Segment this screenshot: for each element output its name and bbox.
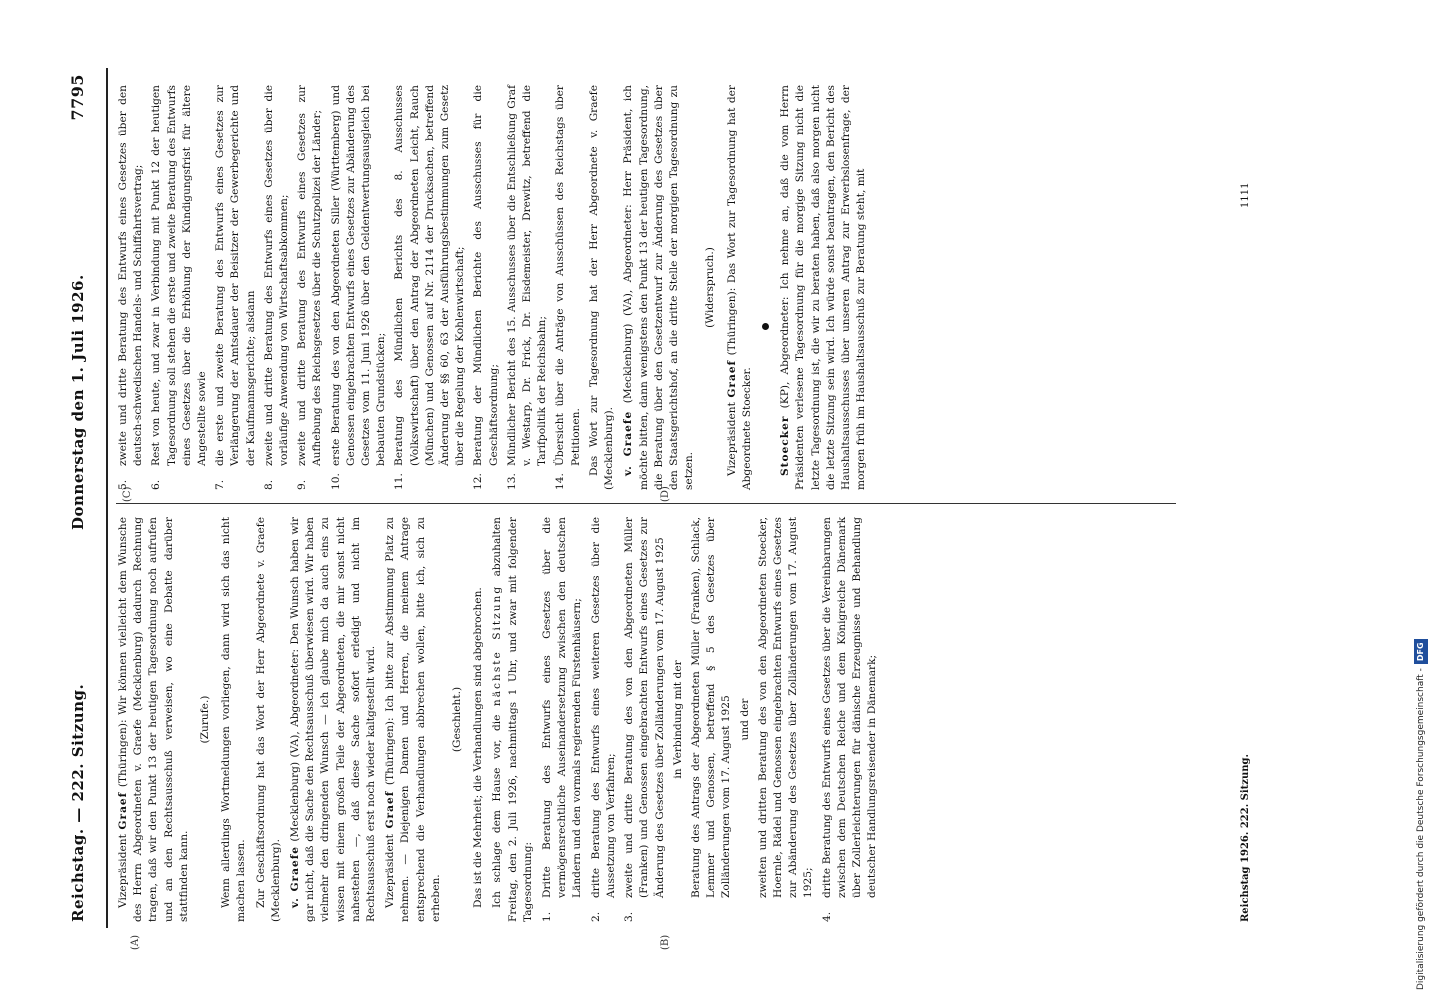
right-running-title: Donnerstag den 1. Juli 1926. (69, 274, 87, 530)
left-running-title: Reichstag. — 222. Sitzung. (69, 683, 87, 922)
margin-mark-a: (A) (130, 934, 141, 950)
page-number: 7795 (68, 74, 87, 121)
paragraph: Vizepräsident Graef (Thüringen): Ich bitte zur Abstimmung Platz zu nehmen. — Diejenigen Damen und Herren, die meinem Antrage entsprechend die Verhandlungen abbrechen wollen, bitte ich, sich zu erheben. (384, 516, 442, 922)
paragraph: Vizepräsident Graef (Thüringen): Das Wort zur Tagesordnung hat der Abgeordnete Stoecker. (725, 85, 753, 490)
agenda-subitem: zweiten und dritten Beratung des von den Abgeordneten Stoecker, Hoernle, Rädel und Genossen eingebrachten Entwurfs eines Gesetzes zur Abänderung des Gesetzes über Zolländerungen vom 17. August 1925; (756, 517, 815, 898)
digitization-text: Digitalisierung gefördert durch die Deutsche Forschungsgemeinschaft - (1416, 668, 1426, 990)
speaker-name: Graef (384, 790, 397, 829)
agenda-item: 9. zweite und dritte Beratung des Entwurfs eines Gesetzes zur Aufhebung des Reichsgesetzes über die Schutzpolizei der Länder; (296, 85, 324, 490)
dfg-logo: DFG (1414, 639, 1428, 664)
agenda-item: 14. Übersicht über die Anträge von Ausschüssen des Reichstags über Petitionen. (554, 85, 582, 490)
agenda-item: 5. zweite und dritte Beratung des Entwurfs eines Gesetzes über den deutsch-schwedischen Handels- und Schiffahrtsvertrag; (117, 85, 145, 490)
paragraph: Zur Geschäftsordnung hat das Wort der Herr Abgeordnete v. Graefe (Mecklenburg). (254, 517, 282, 922)
scanned-page (60, 68, 1300, 950)
paragraph: Ich schlage dem Hause vor, die nächste Sitzung abzuhalten Freitag, den 2. Juli 1926, nachmittags 1 Uhr, und zwar mit folgender Tagesordnung: (491, 517, 534, 922)
agenda-item: 4. dritte Beratung des Entwurfs eines Gesetzes über die Vereinbarungen zwischen dem Deutschen Reiche und dem Königreiche Dänemark über Zollerleichterungen für dänische Erzeugnisse und Behandlung deutscher Handlungsreisender in Dänemark; (820, 517, 879, 922)
right-column (116, 85, 873, 490)
agenda-item: 11. Beratung des Mündlichen Berichts des 8. Ausschusses (Volkswirtschaft) über den Antrag der Abgeordneten Leicht, Rauch (München) und Genossen auf Nr. 2114 der Drucksachen, betreffend Änderung der §§ 60, 63 der Ausführungsbestimmungen zum Gesetz über die Regelung der Kohlenwirtschaft; (393, 85, 467, 490)
margin-mark-d: (D) (660, 486, 671, 502)
agenda-item: 3. zweite und dritte Beratung des von den Abgeordneten Müller (Franken) und Genossen eingebrachten Entwurfs eines Gesetzes zur Änderung des Gesetzes über Zolländerungen vom 17. August 1925 (623, 517, 666, 922)
agenda-item: 8. zweite und dritte Beratung des Entwurfs eines Gesetzes über die vorläufige Anwendung von Wirtschaftsabkommen; (262, 85, 291, 490)
paragraph: Vizepräsident Graef (Thüringen): Wir können vielleicht dem Wunsche des Herrn Abgeordneten v. Graefe (Mecklenburg) dadurch Rechnung tragen, daß wir den Punkt 13 der heutigen Tagesordnung noch aufrufen und an den Rechtsausschuß verweisen, wo eine Debatte darüber stattfinden kann. (117, 516, 190, 922)
speaker-name: v. Graefe (289, 845, 302, 908)
paragraph: Stoecker (KP), Abgeordneter: Ich nehme an, daß die vom Herrn Präsidenten verlesene Tagesordnung für die morgige Sitzung nicht die letzte Tagesordnung ist, die wir zu beraten haben, daß also morgen nicht die letzte Sitzung sein wird. Ich würde sonst beantragen, den Bericht des Haushaltsausschusses über unseren Antrag zur Erwerbslosenfrage, der morgen früh im Haushaltsausschuß zur Beratung steht, mit (779, 85, 868, 490)
margin-mark-b: (B) (660, 934, 671, 950)
agenda-connector: in Verbindung mit der (671, 660, 684, 779)
agenda-item: 10. erste Beratung des von den Abgeordneten Siller (Württemberg) und Genossen eingebrachten Entwurfs eines Gesetzes zur Abänderung des Gesetzes vom 11. Juni 1926 über den Geldentwertungsausgleich bei bebauten Grundstücken; (329, 85, 388, 490)
footer-left: Reichstag 1926. 222. Sitzung. (1240, 754, 1251, 922)
agenda-connector: und der (738, 698, 751, 741)
separator-mark (759, 85, 774, 490)
margin-mark-c: (C) (122, 486, 133, 502)
emphasis-text: nächste Sitzung (491, 584, 504, 707)
paragraph: v. Graefe (Mecklenburg) (VA), Abgeordneter: Herr Präsident, ich möchte bitten, dann wenigstens den Punkt 13 der heutigen Tagesordnung, die Beratung über den Gesetzentwurf zur Änderung des Gesetzes über den Staatsgerichtshof, an die dritte Stelle der morgigen Tagesordnung zu setzen. (622, 84, 696, 490)
interjection: (Geschieht.) (451, 686, 464, 753)
agenda-item: 7. die erste und zweite Beratung des Entwurfs eines Gesetzes zur Verlängerung der Amtsdauer der Beisitzer der Gewerbegerichte und der Kaufmannsgerichte; alsdann (214, 85, 257, 490)
bullet-mark (762, 323, 769, 330)
agenda-item: 2. dritte Beratung des Entwurfs eines weiteren Gesetzes über die Aussetzung von Verfahren; (589, 517, 617, 922)
footer-signature-mark: 1111 (1240, 182, 1251, 208)
paragraph: Wenn allerdings Wortmeldungen vorliegen, dann wird sich das nicht machen lassen. (220, 517, 248, 922)
speaker-name: v. Graefe (622, 410, 635, 476)
page-header (68, 68, 104, 928)
speaker-name: Stoecker (779, 415, 792, 476)
column-divider (116, 503, 1176, 504)
interjection: (Widerspruch.) (704, 247, 717, 328)
speaker-name: Graef (117, 791, 129, 830)
digitization-note (1414, 10, 1434, 990)
interjection: (Zurufe.) (199, 695, 212, 744)
agenda-subitem: Beratung des Antrags der Abgeordneten Müller (Franken), Schlack, Lemmer und Genossen, betreffend § 5 des Gesetzes über Zolländerungen vom 17. August 1925 (689, 517, 733, 898)
agenda-item: 13. Mündlicher Bericht des 15. Ausschusses über die Entschließung Graf v. Westarp, Dr. Frick, Dr. Eisdemeister, Drewitz, betreffend die Tarifpolitik der Reichsbahn; (505, 85, 549, 490)
left-column (116, 517, 883, 922)
agenda-item: 12. Beratung der Mündlichen Berichte des Ausschusses für die Geschäftsordnung; (472, 85, 500, 490)
paragraph: Das Wort zur Tagesordnung hat der Herr Abgeordnete v. Graefe (Mecklenburg). (587, 85, 616, 490)
agenda-item: 1. Dritte Beratung des Entwurfs eines Gesetzes über die vermögensrechtliche Auseinandersetzung zwischen den deutschen Ländern und den vormals regierenden Fürstenhäusern; (541, 517, 584, 922)
header-rule (106, 68, 108, 928)
agenda-item: 6. Rest von heute, und zwar in Verbindung mit Punkt 12 der heutigen Tagesordnung soll stehen die erste und zweite Beratung des Entwurfs eines Gesetzes über die Erhöhung der Kündigungsfrist für ältere Angestellte sowie (150, 85, 209, 490)
paragraph: Das ist die Mehrheit; die Verhandlungen sind abgebrochen. (472, 587, 485, 908)
paragraph: v. Graefe (Mecklenburg) (VA), Abgeordneter: Den Wunsch haben wir gar nicht, daß die Sache den Rechtsausschuß überwiesen wird. Wir haben vielmehr den dringenden Wunsch — ich glaube mich da auch eins zu wissen mit einem großen Teile der Abgeordneten, die mir sonst nicht nahestehen —, daß diese Sache sofort erledigt und nicht im Rechtsausschuß erst noch wieder kaltgestellt wird. (289, 516, 378, 922)
speaker-name: Graef (725, 359, 738, 398)
